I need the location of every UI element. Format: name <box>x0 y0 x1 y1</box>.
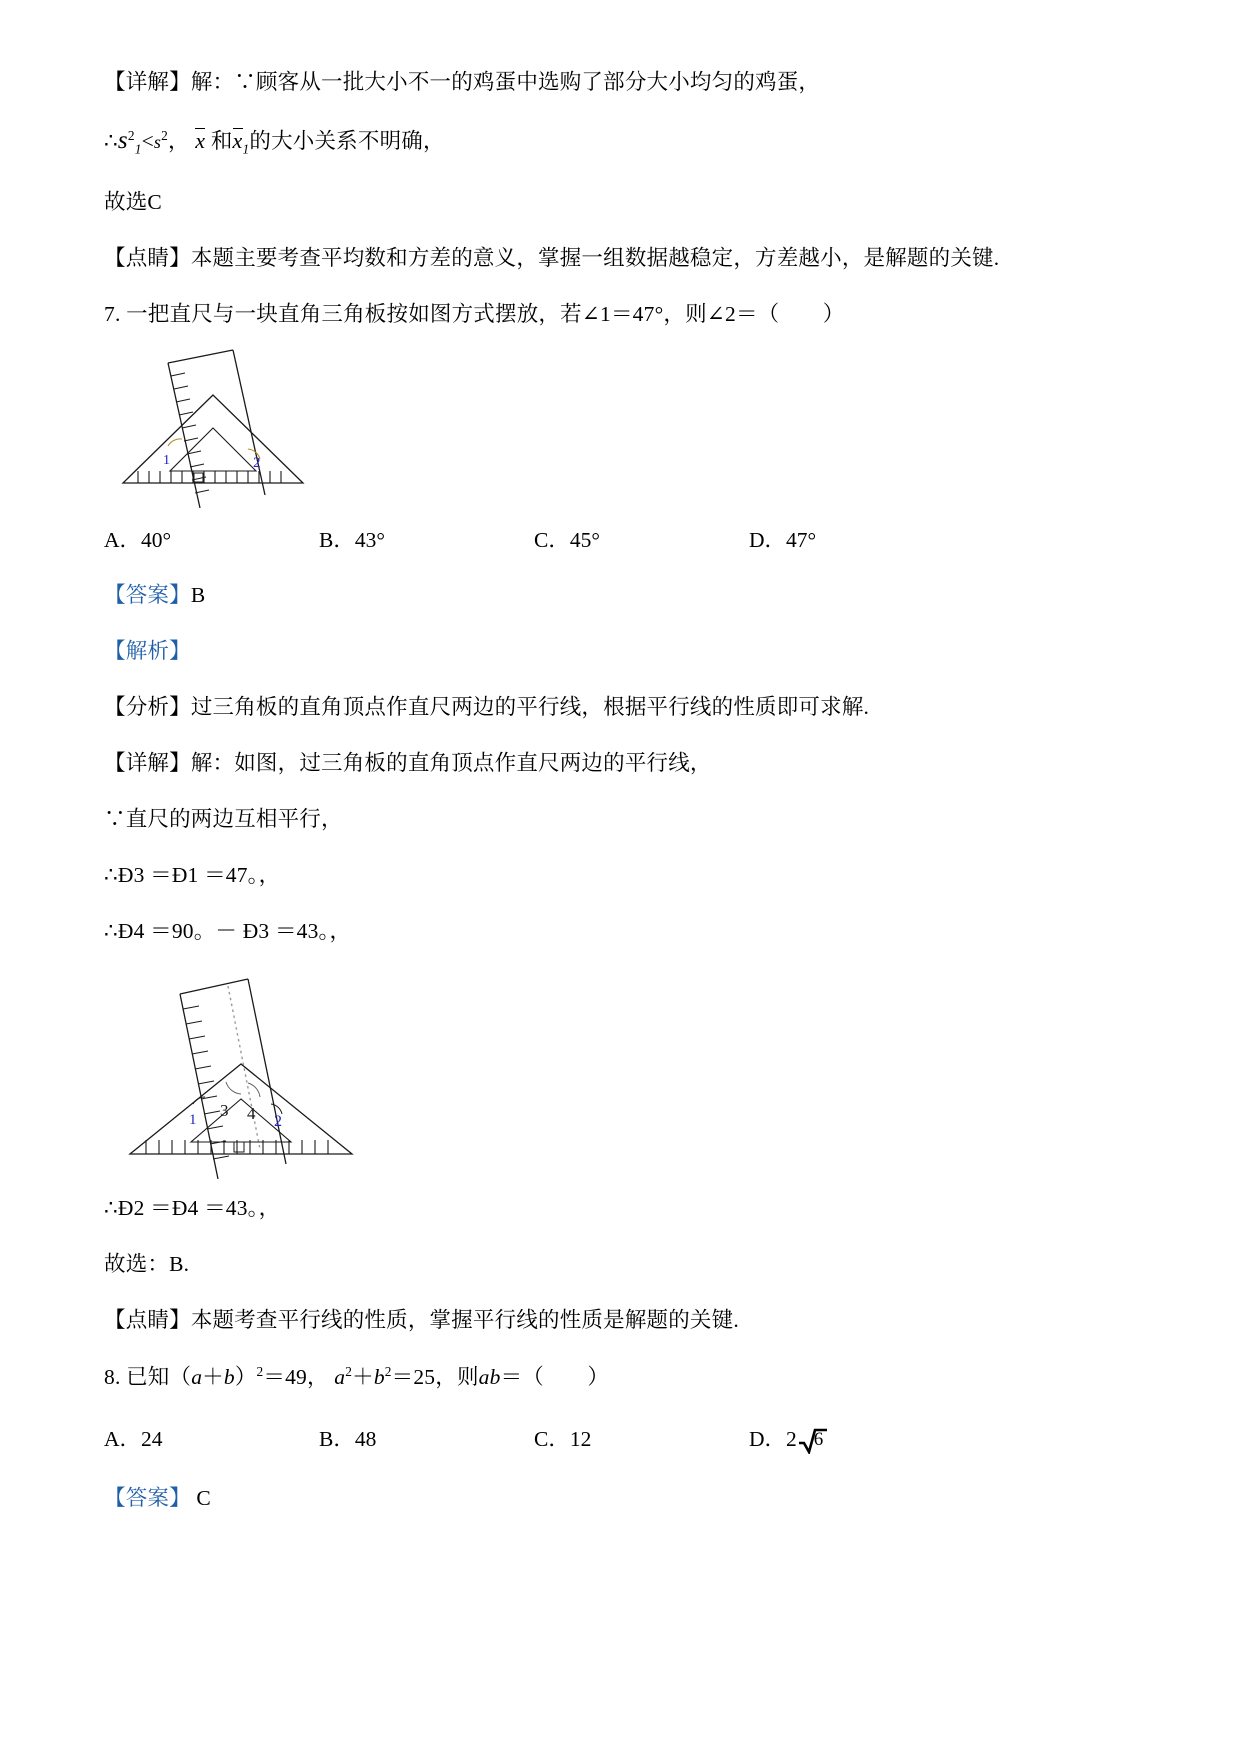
q7-option-d-key: D． <box>749 528 787 553</box>
q6-formula-prefix: ∴ <box>104 129 118 154</box>
q8-answer-label: 【答案】 <box>104 1485 191 1510</box>
q7-question-line <box>104 300 1144 329</box>
q6-detail-text: 解：∵顾客从一批大小不一的鸡蛋中选购了部分大小均匀的鸡蛋， <box>190 70 821 94</box>
q8-option-b[interactable] <box>319 1422 534 1454</box>
q8-plus-1: ＋ <box>202 1364 224 1389</box>
angle-1-arc <box>168 439 182 446</box>
q7-option-c-key: C． <box>534 528 570 553</box>
q8-text-b: ） <box>234 1364 257 1389</box>
angle-label-1: 1 <box>163 453 170 469</box>
q8-answer-value: C <box>196 1485 211 1510</box>
q8-var-b: b <box>223 1364 235 1389</box>
q7-fenxi-label: 【分析】 <box>104 695 191 720</box>
q6-tip-text: 本题主要考查平均数和方差的意义，掌握一组数据越稳定，方差越小，是解题的关键. <box>190 246 1000 271</box>
q8-var-ab: ab <box>478 1364 501 1389</box>
q6-formula-line <box>104 124 1144 158</box>
q8-option-d-value: 2 <box>786 1426 797 1451</box>
auxiliary-parallel-line <box>228 986 260 1149</box>
straight-ruler <box>180 979 286 1179</box>
q6-comma-1: ， <box>168 129 190 154</box>
q7-answer-label: 【答案】 <box>104 583 191 608</box>
ruler-graduation-ticks <box>183 1006 229 1159</box>
q8-option-a[interactable] <box>104 1422 319 1454</box>
right-angle-mark <box>234 1142 244 1152</box>
q6-mean-x1-index: 1 <box>242 141 250 157</box>
q7-detail-line <box>104 749 1144 778</box>
q6-detail-label: 【详解】 <box>104 70 191 94</box>
q7-number: 7. <box>104 302 121 327</box>
q8-question-line <box>104 1363 1144 1392</box>
q6-s2-exponent: 2 <box>161 127 168 143</box>
q7-option-b-value: 43° <box>354 528 385 553</box>
q6-less-than: < <box>141 129 154 154</box>
q7-option-a[interactable] <box>104 523 319 554</box>
inner-triangle <box>170 428 256 471</box>
q6-tip-label: 【点睛】 <box>104 246 191 271</box>
q7-fenxi-text: 过三角板的直角顶点作直尺两边的平行线，根据平行线的性质即可求解. <box>190 695 870 720</box>
q8-option-a-key: A． <box>104 1426 142 1451</box>
angle-label-4: 4 <box>247 1104 256 1124</box>
q8-var-b2: b <box>373 1364 385 1389</box>
angle-3-arc <box>226 1082 241 1094</box>
q8-option-c[interactable] <box>534 1422 749 1454</box>
q7-tip-label: 【点睛】 <box>104 1308 191 1333</box>
q8-options-row <box>104 1422 964 1454</box>
sqrt-icon <box>797 1427 828 1454</box>
q7-detail-text: 解：如图，过三角板的直角顶点作直尺两边的平行线， <box>190 751 712 776</box>
q8-option-b-key: B． <box>319 1426 355 1451</box>
q7-tip-line <box>104 1306 1144 1335</box>
q7-option-d[interactable] <box>749 523 964 554</box>
q6-conclusion: 故选C <box>104 190 162 215</box>
q7-option-c-value: 45° <box>569 528 600 553</box>
angle-label-2: 2 <box>274 1113 282 1131</box>
q6-mean-x1: x <box>232 128 243 154</box>
q7-question-text: 一把直尺与一块直角三角板按如图方式摆放，若∠1＝47°，则∠2＝（ ） <box>126 302 845 327</box>
outer-triangle <box>123 395 303 483</box>
q7-option-d-value: 47° <box>786 528 817 553</box>
ruler-and-triangle-diagram-1 <box>108 343 318 508</box>
q8-eq-blank: ＝（ ） <box>500 1364 610 1389</box>
q8-exponent-3: 2 <box>384 1363 392 1379</box>
q8-option-c-value: 12 <box>569 1426 592 1451</box>
q7-step-1: ∵直尺的两边互相平行， <box>104 807 343 832</box>
q6-variance-s1: s <box>117 127 128 155</box>
angle-label-2: 2 <box>253 455 261 472</box>
q8-answer-line <box>104 1484 1144 1513</box>
q8-option-d-key: D． <box>749 1426 787 1451</box>
q7-option-a-value: 40° <box>141 528 172 553</box>
q8-option-c-key: C． <box>534 1426 570 1451</box>
q8-text-a: 已知（ <box>126 1364 192 1389</box>
q8-exponent-1: 2 <box>256 1363 264 1379</box>
q8-var-a: a <box>191 1364 203 1389</box>
q8-option-b-value: 48 <box>354 1426 377 1451</box>
sqrt-radicand: 6 <box>813 1428 824 1450</box>
q8-exponent-2: 2 <box>345 1363 353 1379</box>
ruler-and-triangle-diagram-2 <box>108 964 378 1179</box>
q8-plus-2: ＋ <box>352 1364 374 1389</box>
q8-var-a2: a <box>334 1364 346 1389</box>
page-content <box>104 68 1144 1540</box>
figure-2-container <box>108 964 1144 1184</box>
figure-1-container <box>108 343 1144 513</box>
q6-variance-s2: s <box>153 132 162 153</box>
q7-answer-value: B <box>190 583 206 608</box>
q8-eq-49: ＝49， <box>263 1364 329 1389</box>
q7-answer-line <box>104 581 1144 610</box>
q8-option-d[interactable] <box>749 1422 964 1454</box>
q7-step-4: ∴Ð2 ＝Ð4 ＝43。， <box>104 1196 281 1221</box>
q6-and: 和 <box>210 129 233 154</box>
q7-option-a-key: A． <box>104 528 142 553</box>
q7-option-b[interactable] <box>319 523 534 554</box>
q7-option-c[interactable] <box>534 523 749 554</box>
q8-eq-25: ＝25，则 <box>391 1364 479 1389</box>
angle-label-3: 3 <box>220 1101 229 1121</box>
q6-tip-line <box>104 244 1144 273</box>
q8-option-a-value: 24 <box>141 1426 163 1451</box>
q7-fenxi-line <box>104 693 1144 722</box>
q7-detail-label: 【详解】 <box>104 751 191 776</box>
q7-step-3: ∴Ð4 ＝90。－ Ð3 ＝43。， <box>104 919 352 944</box>
angle-1-arc <box>193 1097 205 1104</box>
q7-option-b-key: B． <box>319 528 355 553</box>
q6-s1-index: 1 <box>134 141 142 157</box>
q8-number: 8. <box>104 1364 121 1389</box>
outer-triangle <box>130 1064 352 1154</box>
angle-4-arc <box>248 1083 260 1097</box>
q6-mean-x: x <box>195 128 206 154</box>
q6-s1-exponent: 2 <box>127 127 135 143</box>
angle-label-1: 1 <box>189 1112 197 1129</box>
q7-step-2: ∴Ð3 ＝Ð1 ＝47。， <box>104 863 281 888</box>
q7-tip-text: 本题考查平行线的性质，掌握平行线的性质是解题的关键. <box>190 1308 739 1333</box>
q7-options-row <box>104 523 964 554</box>
q7-conclusion: 故选：B. <box>104 1252 190 1277</box>
q6-detail-line <box>104 68 1144 97</box>
q6-formula-tail: 的大小关系不明确， <box>249 129 445 154</box>
q7-analysis-label: 【解析】 <box>104 639 191 664</box>
